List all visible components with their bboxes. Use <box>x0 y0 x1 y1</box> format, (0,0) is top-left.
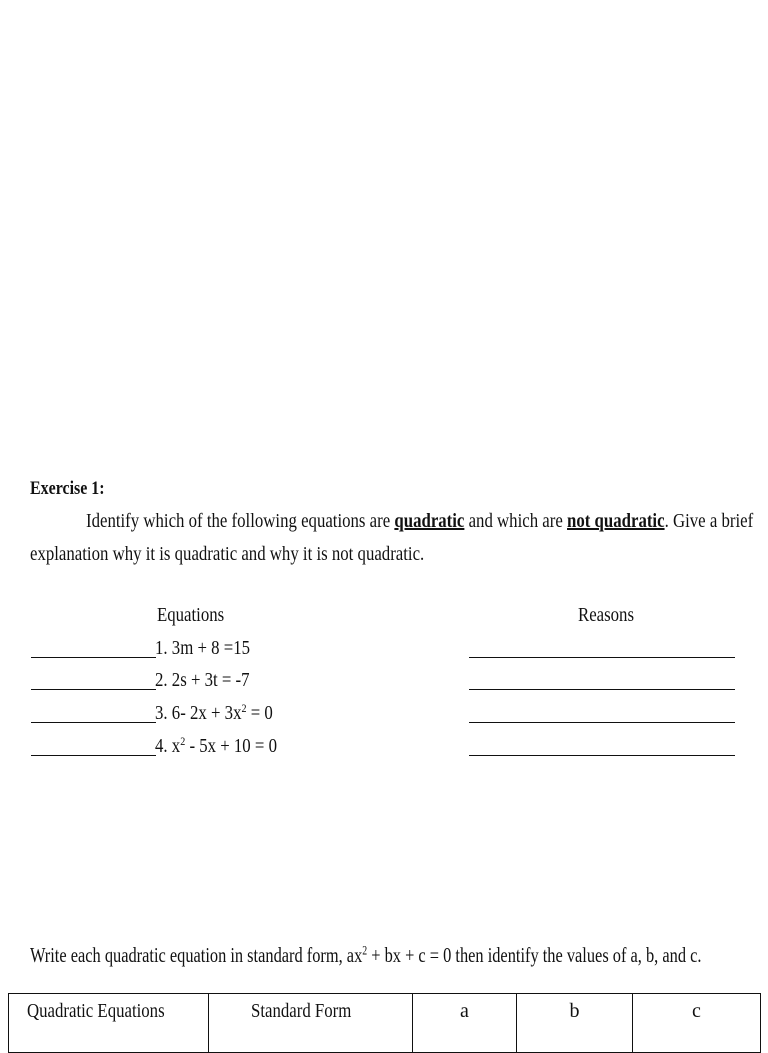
reason-blank[interactable] <box>469 689 735 690</box>
exercise-instructions-line-1: Identify which of the following equations are quadratic and which are not quadratic. Give a brief <box>86 510 754 532</box>
keyword-not-quadratic: not quadratic <box>567 510 665 532</box>
equation-row <box>0 702 768 732</box>
reasons-heading: Reasons <box>578 604 635 626</box>
column-header-quadratic-equations: Quadratic Equations <box>9 994 209 1053</box>
table-header-row <box>9 994 761 1053</box>
column-header-c: c <box>633 994 761 1053</box>
equations-heading: Equations <box>157 604 225 626</box>
equation-row <box>0 735 768 765</box>
answer-blank[interactable] <box>31 689 156 690</box>
equation-row <box>0 637 768 667</box>
reason-blank[interactable] <box>469 722 735 723</box>
answer-table <box>8 993 761 1053</box>
exercise-instructions-line-2: explanation why it is quadratic and why it is not quadratic. <box>30 543 425 565</box>
equation-text: 2. 2s + 3t = -7 <box>155 669 250 691</box>
answer-blank[interactable] <box>31 657 156 658</box>
standard-form-instructions: Write each quadratic equation in standard form, $ax^2$ + bx + c = 0 then identify the values of a, b, and c. <box>30 943 702 967</box>
equation-text: 4. $x^2 - 5x + 10 = 0$ <box>155 733 277 757</box>
equation-row <box>0 669 768 699</box>
column-header-a: a <box>413 994 517 1053</box>
keyword-quadratic: quadratic <box>394 510 465 532</box>
exercise-title: Exercise 1: <box>30 478 105 499</box>
column-header-standard-form: Standard Form <box>209 994 413 1053</box>
equation-text: 3. 6- $2x + 3x^2 = 0$ <box>155 700 273 724</box>
reason-blank[interactable] <box>469 755 735 756</box>
answer-blank[interactable] <box>31 755 156 756</box>
reason-blank[interactable] <box>469 657 735 658</box>
answer-blank[interactable] <box>31 722 156 723</box>
equation-text: 1. 3m + 8 =15 <box>155 637 251 659</box>
column-header-b: b <box>517 994 633 1053</box>
